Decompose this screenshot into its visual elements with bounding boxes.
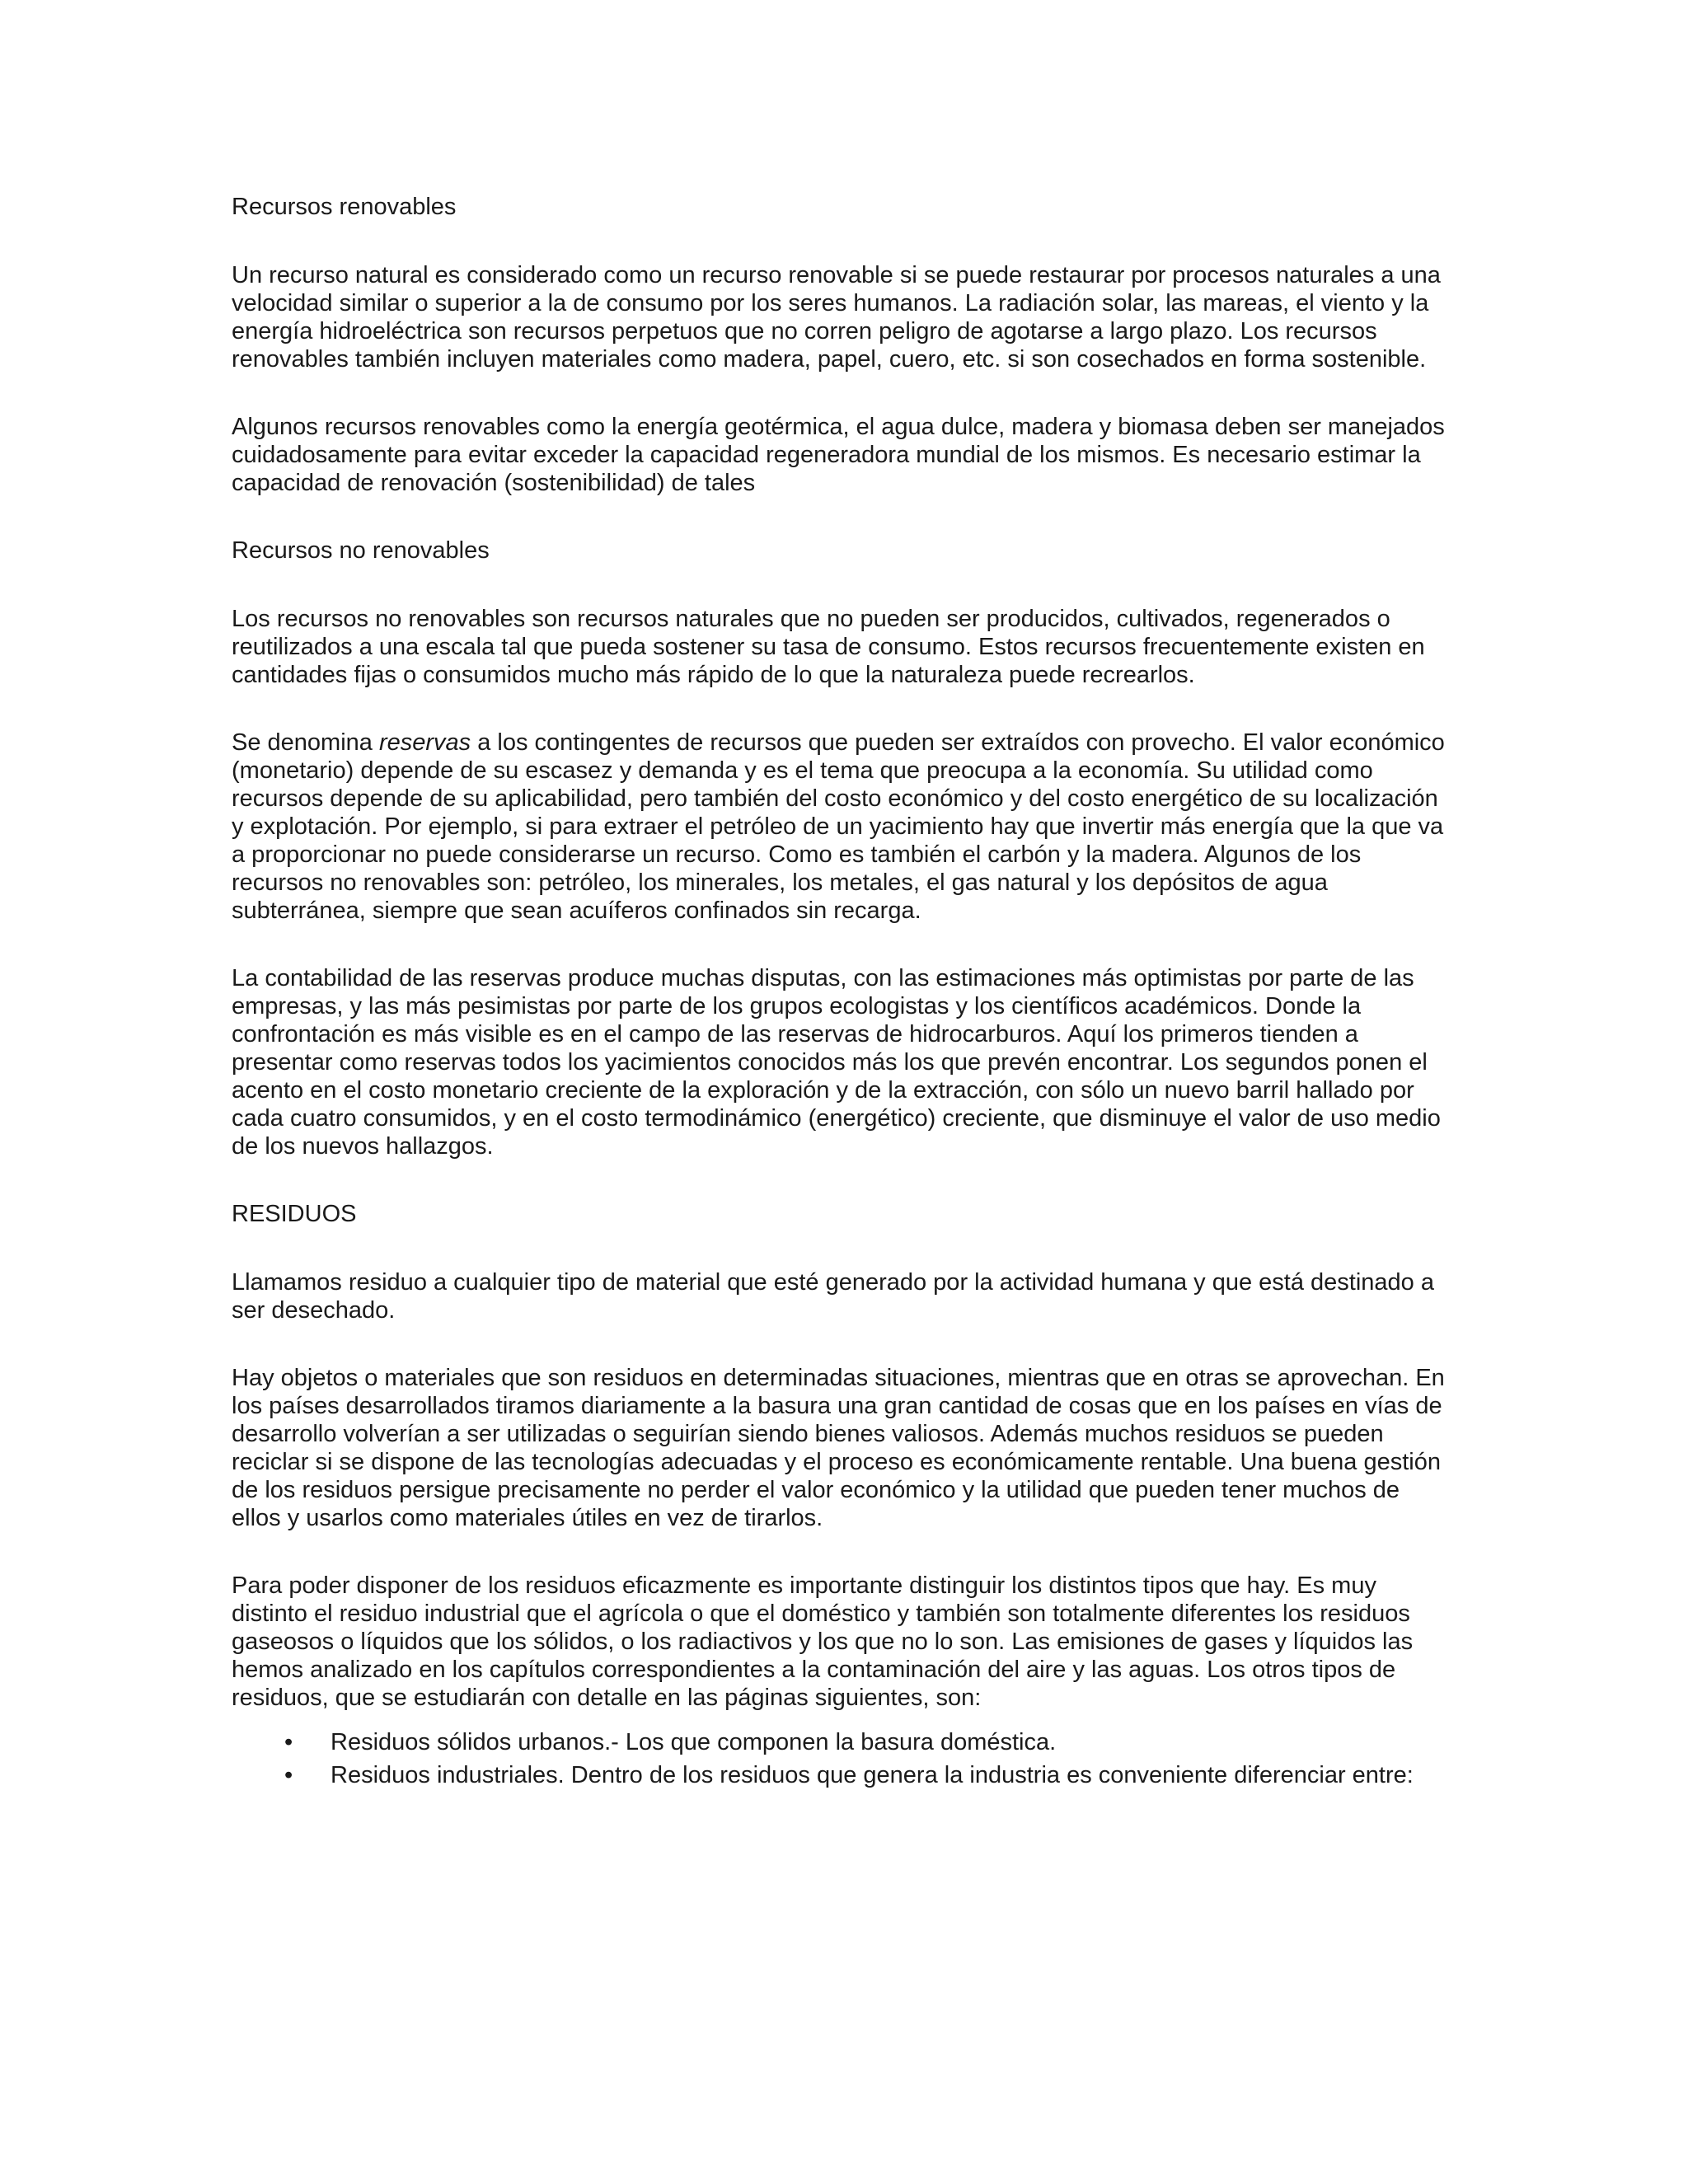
paragraph-reservas: [232, 729, 1447, 925]
list-item: [232, 1761, 1447, 1789]
paragraph-text: Se denomina: [232, 729, 379, 756]
paragraph: Algunos recursos renovables como la energía geotérmica, el agua dulce, madera y biomasa deben ser manejados cuidadosamente para evitar exceder la capacidad regeneradora mundial de los mismos. Es necesario estimar la capacidad de renovación (sostenibilidad) de tales: [232, 414, 1445, 496]
residuos-list: [232, 1728, 1447, 1789]
section-heading-recursos-renovables: Recursos renovables: [232, 194, 457, 220]
document-body: [232, 193, 1447, 1794]
bullet-icon: •: [284, 1729, 293, 1755]
section-heading-recursos-no-renovables: Recursos no renovables: [232, 537, 490, 564]
bullet-icon: •: [284, 1762, 293, 1788]
section-heading-residuos: RESIDUOS: [232, 1201, 357, 1227]
list-item-text: Residuos industriales. Dentro de los residuos que genera la industria es conveniente diferenciar entre:: [331, 1762, 1414, 1788]
paragraph: Los recursos no renovables son recursos naturales que no pueden ser producidos, cultivados, regenerados o reutilizados a una escala tal que pueda sostener su tasa de consumo. Estos recursos frecuentemente existen en cantidades fijas o consumidos mucho más rápido de lo que la naturaleza puede recrearlos.: [232, 606, 1425, 688]
paragraph: La contabilidad de las reservas produce muchas disputas, con las estimaciones más optimistas por parte de las empresas, y las más pesimistas por parte de los grupos ecologistas y los científicos académicos. Donde la confrontación es más visible es en el campo de las reservas de hidrocarburos. Aquí los primeros tienden a presentar como reservas todos los yacimientos conocidos más los que prevén encontrar. Los segundos ponen el acento en el costo monetario creciente de la exploración y de la extracción, con sólo un nuevo barril hallado por cada cuatro consumidos, y en el costo termodinámico (energético) creciente, que disminuye el valor de uso medio de los nuevos hallazgos.: [232, 965, 1441, 1160]
list-item: [232, 1728, 1447, 1756]
paragraph: Hay objetos o materiales que son residuos en determinadas situaciones, mientras que en otras se aprovechan. En los países desarrollados tiramos diariamente a la basura una gran cantidad de cosas que en los países en vías de desarrollo volverían a ser utilizadas o seguirían siendo bienes valiosos. Además muchos residuos se pueden reciclar si se dispone de las tecnologías adecuadas y el proceso es económicamente rentable. Una buena gestión de los residuos persigue precisamente no perder el valor económico y la utilidad que pueden tener muchos de ellos y usarlos como materiales útiles en vez de tirarlos.: [232, 1365, 1445, 1531]
paragraph: Llamamos residuo a cualquier tipo de material que esté generado por la actividad humana y que está destinado a ser desechado.: [232, 1269, 1434, 1324]
paragraph-text: a los contingentes de recursos que pueden ser extraídos con provecho. El valor económico (monetario) depende de su escasez y demanda y es el tema que preocupa a la economía. Su utilidad como recursos depende de su aplicabilidad, pero también del costo económico y del costo energético de su localización y explotación. Por ejemplo, si para extraer el petróleo de un yacimiento hay que invertir más energía que la que va a proporcionar no puede considerarse un recurso. Como es también el carbón y la madera. Algunos de los recursos no renovables son: petróleo, los minerales, los metales, el gas natural y los depósitos de agua subterránea, siempre que sean acuíferos confinados sin recarga.: [232, 729, 1445, 924]
italic-term: reservas: [378, 729, 471, 756]
paragraph: Para poder disponer de los residuos eficazmente es importante distinguir los distintos tipos que hay. Es muy distinto el residuo industrial que el agrícola o que el doméstico y también son totalmente diferentes los residuos gaseosos o líquidos que los sólidos, o los radiactivos y los que no lo son. Las emisiones de gases y líquidos las hemos analizado en los capítulos correspondientes a la contaminación del aire y las aguas. Los otros tipos de residuos, que se estudiarán con detalle en las páginas siguientes, son:: [232, 1572, 1414, 1711]
paragraph: Un recurso natural es considerado como un recurso renovable si se puede restaurar por procesos naturales a una velocidad similar o superior a la de consumo por los seres humanos. La radiación solar, las mareas, el viento y la energía hidroeléctrica son recursos perpetuos que no corren peligro de agotarse a largo plazo. Los recursos renovables también incluyen materiales como madera, papel, cuero, etc. si son cosechados en forma sostenible.: [232, 262, 1441, 373]
list-item-text: Residuos sólidos urbanos.- Los que componen la basura doméstica.: [331, 1729, 1057, 1755]
